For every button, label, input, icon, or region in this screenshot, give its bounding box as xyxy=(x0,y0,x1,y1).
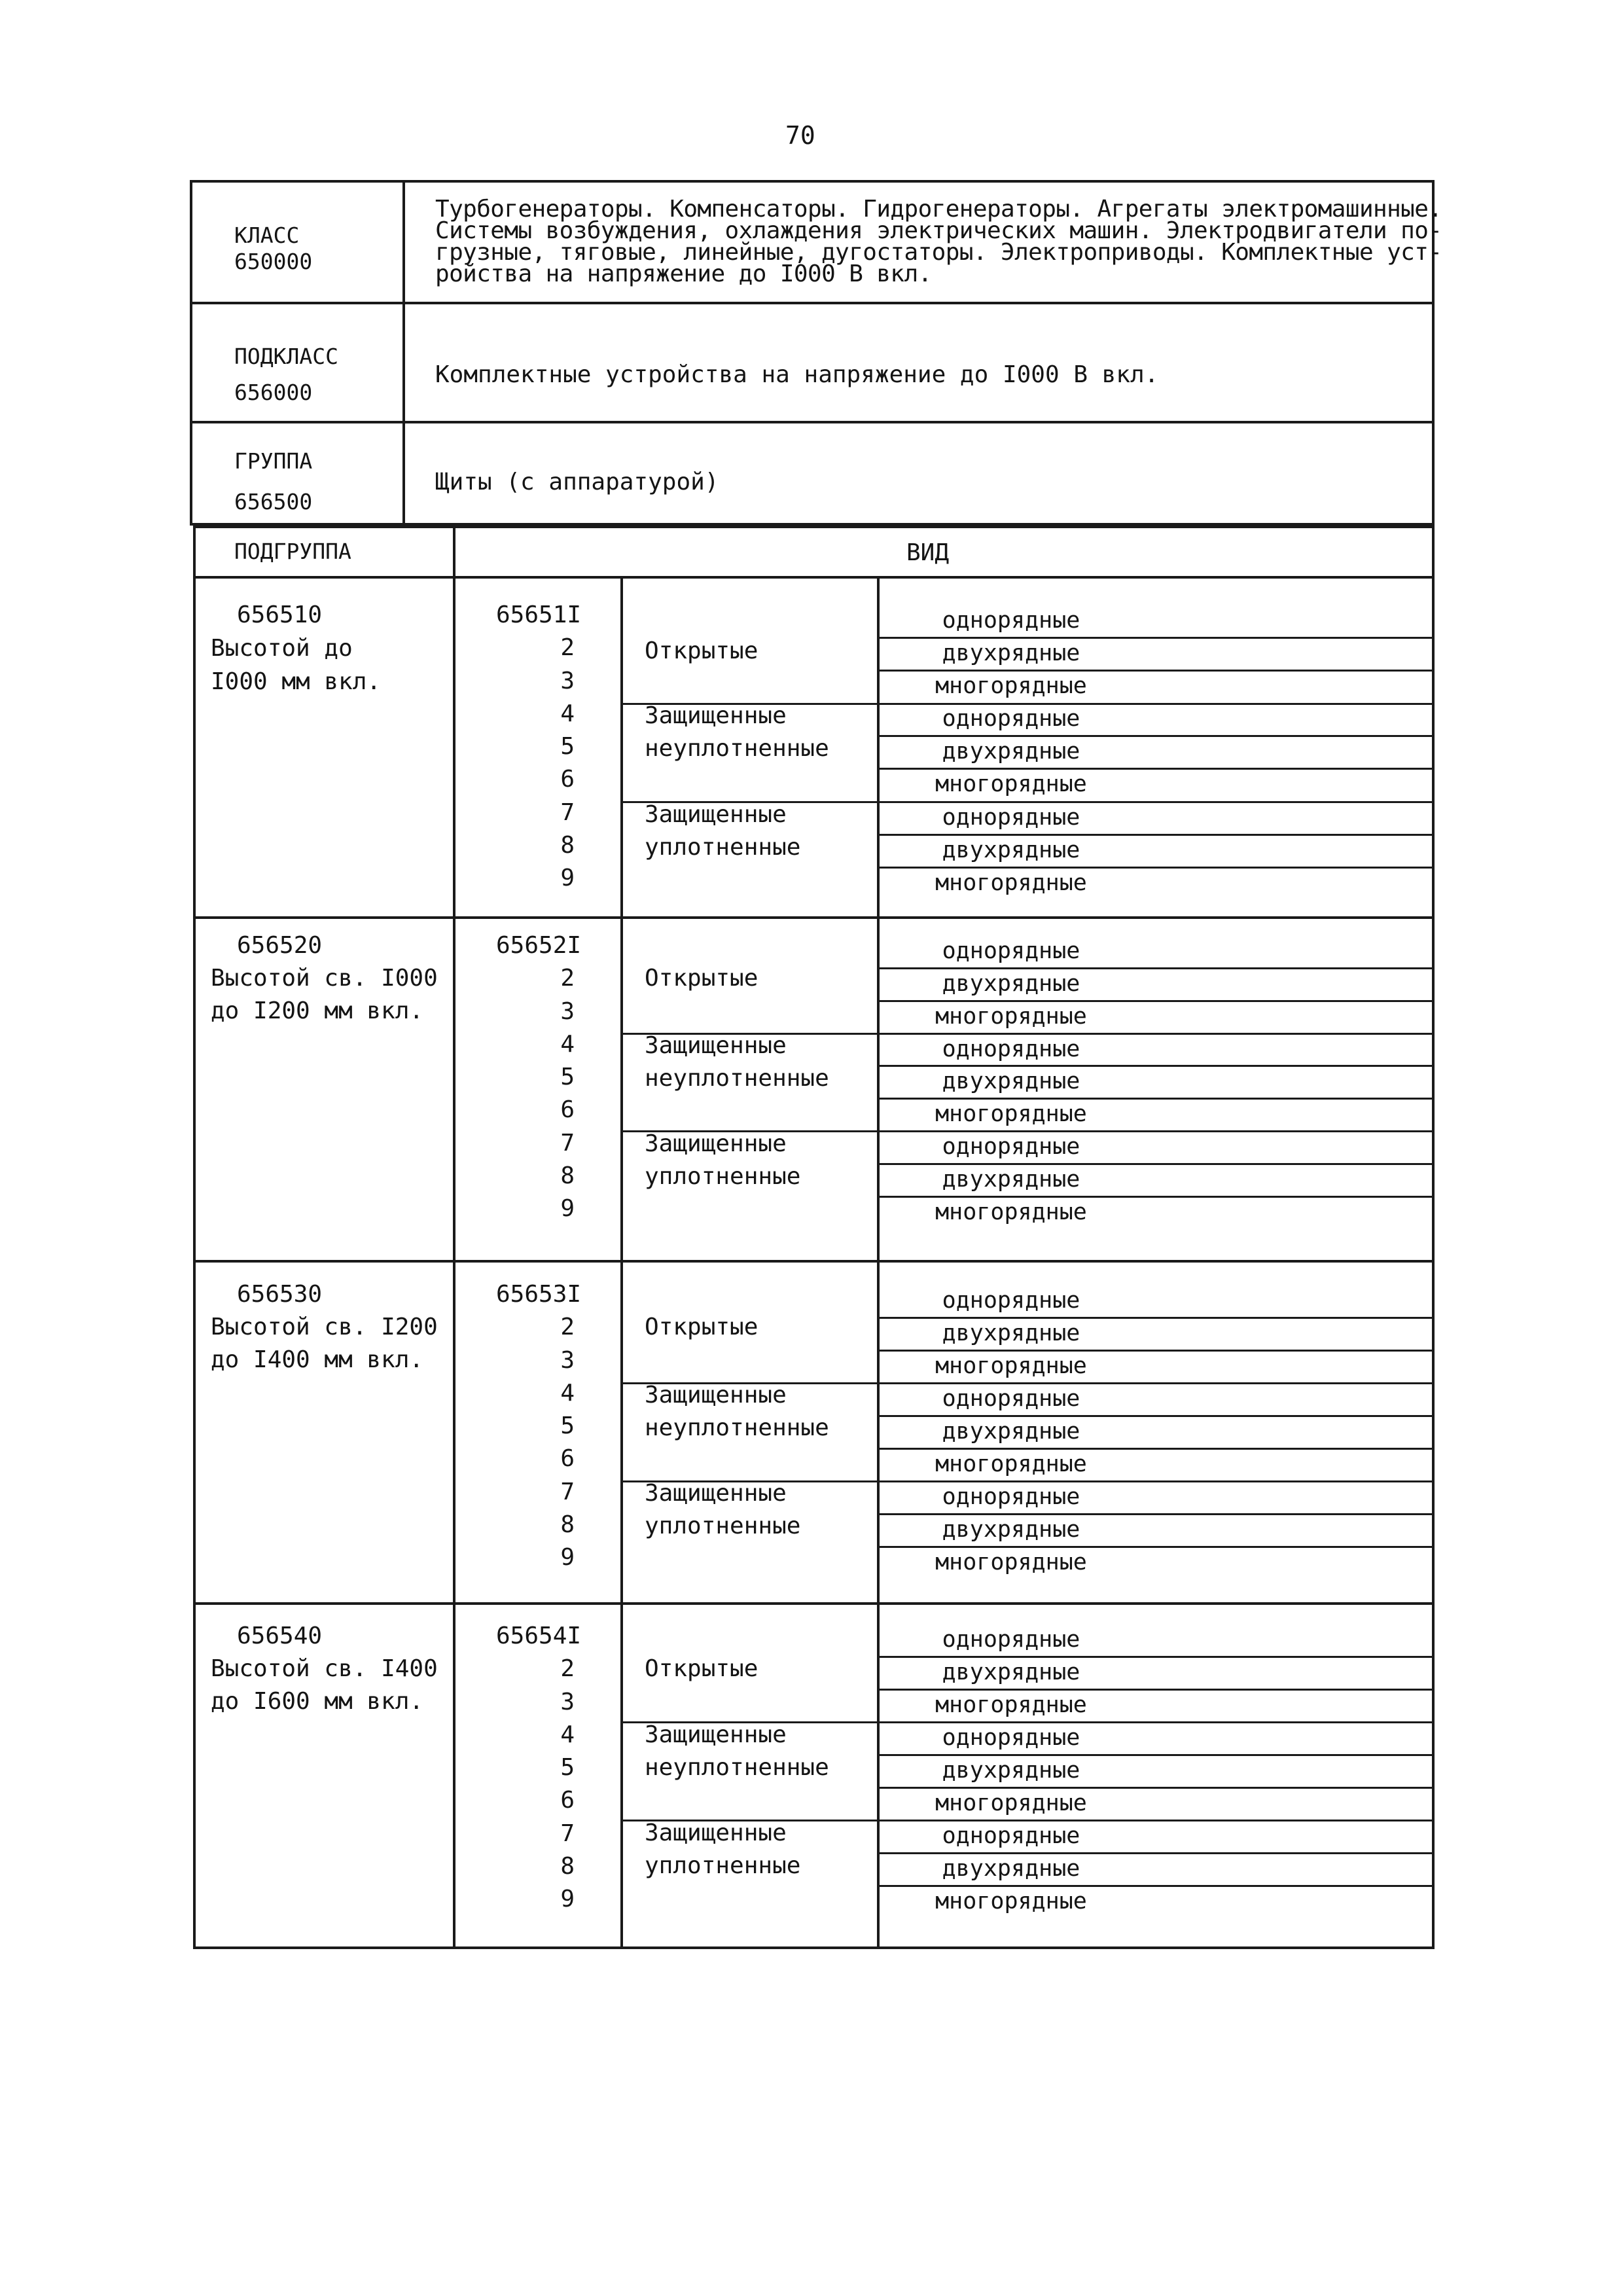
type-protected-qualifier: уплотненные xyxy=(645,1852,801,1879)
klass-separator xyxy=(190,302,1435,304)
code-cell: 9 xyxy=(560,1886,575,1913)
type-column-divider xyxy=(877,919,880,1260)
code-cell: 7 xyxy=(560,798,575,826)
vid-item: двухрядные xyxy=(942,971,1080,997)
code-cell: 7 xyxy=(560,1129,575,1157)
vid-item: многорядные xyxy=(935,870,1087,896)
vid-item: многорядные xyxy=(935,673,1087,699)
vid-item: многорядные xyxy=(935,1101,1087,1127)
code-cell: 65652I xyxy=(496,932,582,959)
vid-item: многорядные xyxy=(935,1790,1087,1816)
code-cell: 3 xyxy=(560,667,575,694)
type-protected: Защищенные xyxy=(645,1721,787,1748)
vid-item: двухрядные xyxy=(942,837,1080,863)
podklass-separator xyxy=(190,421,1435,423)
vid-item: однорядные xyxy=(942,1386,1080,1412)
vid-item: двухрядные xyxy=(942,1166,1080,1193)
type-protected: Защищенные xyxy=(645,1820,787,1846)
vid-item: многорядные xyxy=(935,1353,1087,1379)
code-cell: 6 xyxy=(560,1096,575,1124)
code-cell: 3 xyxy=(560,997,575,1025)
vid-item: двухрядные xyxy=(942,738,1080,764)
type-column-divider xyxy=(877,579,880,916)
type-open: Открытые xyxy=(645,1655,758,1682)
subgroup-description-line: I000 мм вкл. xyxy=(211,668,382,695)
subgroup-description-line: Высотой св. I400 xyxy=(211,1655,438,1682)
code-cell: 9 xyxy=(560,865,575,892)
code-cell: 7 xyxy=(560,1478,575,1505)
vid-item: однорядные xyxy=(942,706,1080,732)
type-protected-qualifier: неуплотненные xyxy=(645,735,829,762)
type-protected-qualifier: уплотненные xyxy=(645,1513,801,1539)
subgroup-code: 656530 xyxy=(237,1281,323,1308)
vid-item: многорядные xyxy=(935,1199,1087,1225)
subgroup-code: 656510 xyxy=(237,601,323,628)
subgroup-separator xyxy=(193,1602,1435,1605)
code-cell: 65651I xyxy=(496,601,582,628)
vid-item: двухрядные xyxy=(942,1856,1080,1882)
vid-item: однорядные xyxy=(942,607,1080,634)
code-cell: 65653I xyxy=(496,1281,582,1308)
type-protected: Защищенные xyxy=(645,1130,787,1157)
type-protected: Защищенные xyxy=(645,702,787,729)
code-cell: 3 xyxy=(560,1346,575,1374)
type-protected-qualifier: уплотненные xyxy=(645,1163,801,1190)
code-column-divider xyxy=(620,579,623,916)
subgroup-description-line: Высотой св. I000 xyxy=(211,965,438,992)
code-column-divider xyxy=(620,919,623,1260)
vid-item: двухрядные xyxy=(942,1320,1080,1346)
klass-label: КЛАСС xyxy=(234,223,300,248)
code-list xyxy=(496,929,582,1226)
code-cell: 9 xyxy=(560,1544,575,1571)
subgroup-code: 656540 xyxy=(237,1623,323,1649)
type-protected: Защищенные xyxy=(645,1382,787,1408)
type-protected-qualifier: неуплотненные xyxy=(645,1414,829,1441)
vid-item: однорядные xyxy=(942,1626,1080,1653)
podklass-description: Комплектные устройства на напряжение до I000 В вкл. xyxy=(435,361,1159,388)
vid-item: однорядные xyxy=(942,1484,1080,1510)
type-open: Открытые xyxy=(645,1314,758,1340)
type-protected-qualifier: уплотненные xyxy=(645,834,801,861)
vid-item: двухрядные xyxy=(942,1418,1080,1444)
type-protected-qualifier: неуплотненные xyxy=(645,1754,829,1781)
code-cell: 2 xyxy=(560,1314,575,1341)
vid-item: двухрядные xyxy=(942,1659,1080,1685)
code-list xyxy=(496,1278,582,1575)
gruppa-label: ГРУППА xyxy=(234,448,313,474)
vid-item: однорядные xyxy=(942,1287,1080,1314)
table-header-separator xyxy=(193,576,1435,579)
code-cell: 8 xyxy=(560,832,575,859)
code-cell: 5 xyxy=(560,1064,575,1091)
code-cell: 4 xyxy=(560,1721,575,1748)
code-cell: 6 xyxy=(560,766,575,793)
code-cell: 4 xyxy=(560,1030,575,1058)
vid-item: однорядные xyxy=(942,804,1080,831)
podklass-label: ПОДКЛАСС xyxy=(234,344,338,369)
header-divider xyxy=(402,180,405,526)
vid-item: многорядные xyxy=(935,1692,1087,1718)
code-column-divider xyxy=(620,1605,623,1949)
subgroup-description-line: Высотой до xyxy=(211,635,353,662)
gruppa-description: Щиты (с аппаратурой) xyxy=(435,469,719,495)
code-cell: 4 xyxy=(560,1379,575,1407)
vid-header: ВИД xyxy=(906,539,950,566)
klass-description-line-2: Системы возбуждения, охлаждения электрических машин. Электродвигатели по- xyxy=(435,217,1442,244)
podgruppa-header: ПОДГРУППА xyxy=(234,539,351,564)
vid-item: двухрядные xyxy=(942,1516,1080,1543)
klass-code: 650000 xyxy=(234,249,313,274)
vid-item: двухрядные xyxy=(942,1757,1080,1784)
vid-item: многорядные xyxy=(935,1003,1087,1030)
code-list xyxy=(496,599,582,895)
vid-item: многорядные xyxy=(935,1451,1087,1477)
gruppa-code: 656500 xyxy=(234,489,313,514)
vid-item: многорядные xyxy=(935,1549,1087,1575)
code-cell: 8 xyxy=(560,1511,575,1539)
code-cell: 9 xyxy=(560,1195,575,1223)
code-cell: 7 xyxy=(560,1820,575,1847)
type-column-divider xyxy=(877,1263,880,1602)
code-list xyxy=(496,1620,582,1916)
subgroup-code: 656520 xyxy=(237,932,323,959)
subgroup-description-line: до I600 мм вкл. xyxy=(211,1688,424,1715)
podgruppa-column-divider xyxy=(453,526,455,1949)
klass-description-line-3: грузные, тяговые, линейные, дугостаторы. Электроприводы. Комплектные уст- xyxy=(435,239,1442,266)
vid-item: однорядные xyxy=(942,938,1080,964)
klass-description-line-4: ройства на напряжение до I000 В вкл. xyxy=(435,260,932,287)
code-column-divider xyxy=(620,1263,623,1602)
code-cell: 65654I xyxy=(496,1623,582,1649)
type-protected: Защищенные xyxy=(645,801,787,828)
subgroup-description-line: до I400 мм вкл. xyxy=(211,1346,424,1373)
type-protected-qualifier: неуплотненные xyxy=(645,1065,829,1092)
code-cell: 5 xyxy=(560,1412,575,1440)
code-cell: 6 xyxy=(560,1787,575,1814)
code-cell: 8 xyxy=(560,1162,575,1190)
vid-item: двухрядные xyxy=(942,640,1080,666)
code-cell: 2 xyxy=(560,965,575,992)
vid-item: однорядные xyxy=(942,1036,1080,1062)
vid-item: однорядные xyxy=(942,1725,1080,1751)
type-protected: Защищенные xyxy=(645,1032,787,1059)
vid-item: однорядные xyxy=(942,1134,1080,1160)
subgroup-separator xyxy=(193,1260,1435,1263)
code-cell: 2 xyxy=(560,1655,575,1683)
code-cell: 3 xyxy=(560,1688,575,1715)
vid-item: двухрядные xyxy=(942,1068,1080,1094)
subgroup-separator xyxy=(193,916,1435,919)
code-cell: 6 xyxy=(560,1445,575,1473)
code-cell: 5 xyxy=(560,1754,575,1782)
klass-description-line-1: Турбогенераторы. Компенсаторы. Гидрогенераторы. Агрегаты электромашинные. xyxy=(435,196,1442,223)
page-number: 70 xyxy=(785,121,815,150)
vid-item: многорядные xyxy=(935,771,1087,797)
podklass-code: 656000 xyxy=(234,380,313,405)
code-cell: 8 xyxy=(560,1853,575,1880)
type-open: Открытые xyxy=(645,965,758,992)
subgroup-description-line: Высотой св. I200 xyxy=(211,1314,438,1340)
subgroup-description-line: до I200 мм вкл. xyxy=(211,997,424,1024)
code-cell: 2 xyxy=(560,634,575,662)
vid-item: однорядные xyxy=(942,1823,1080,1849)
code-cell: 5 xyxy=(560,733,575,761)
type-protected: Защищенные xyxy=(645,1480,787,1507)
code-cell: 4 xyxy=(560,700,575,727)
type-open: Открытые xyxy=(645,637,758,664)
vid-item: многорядные xyxy=(935,1888,1087,1914)
